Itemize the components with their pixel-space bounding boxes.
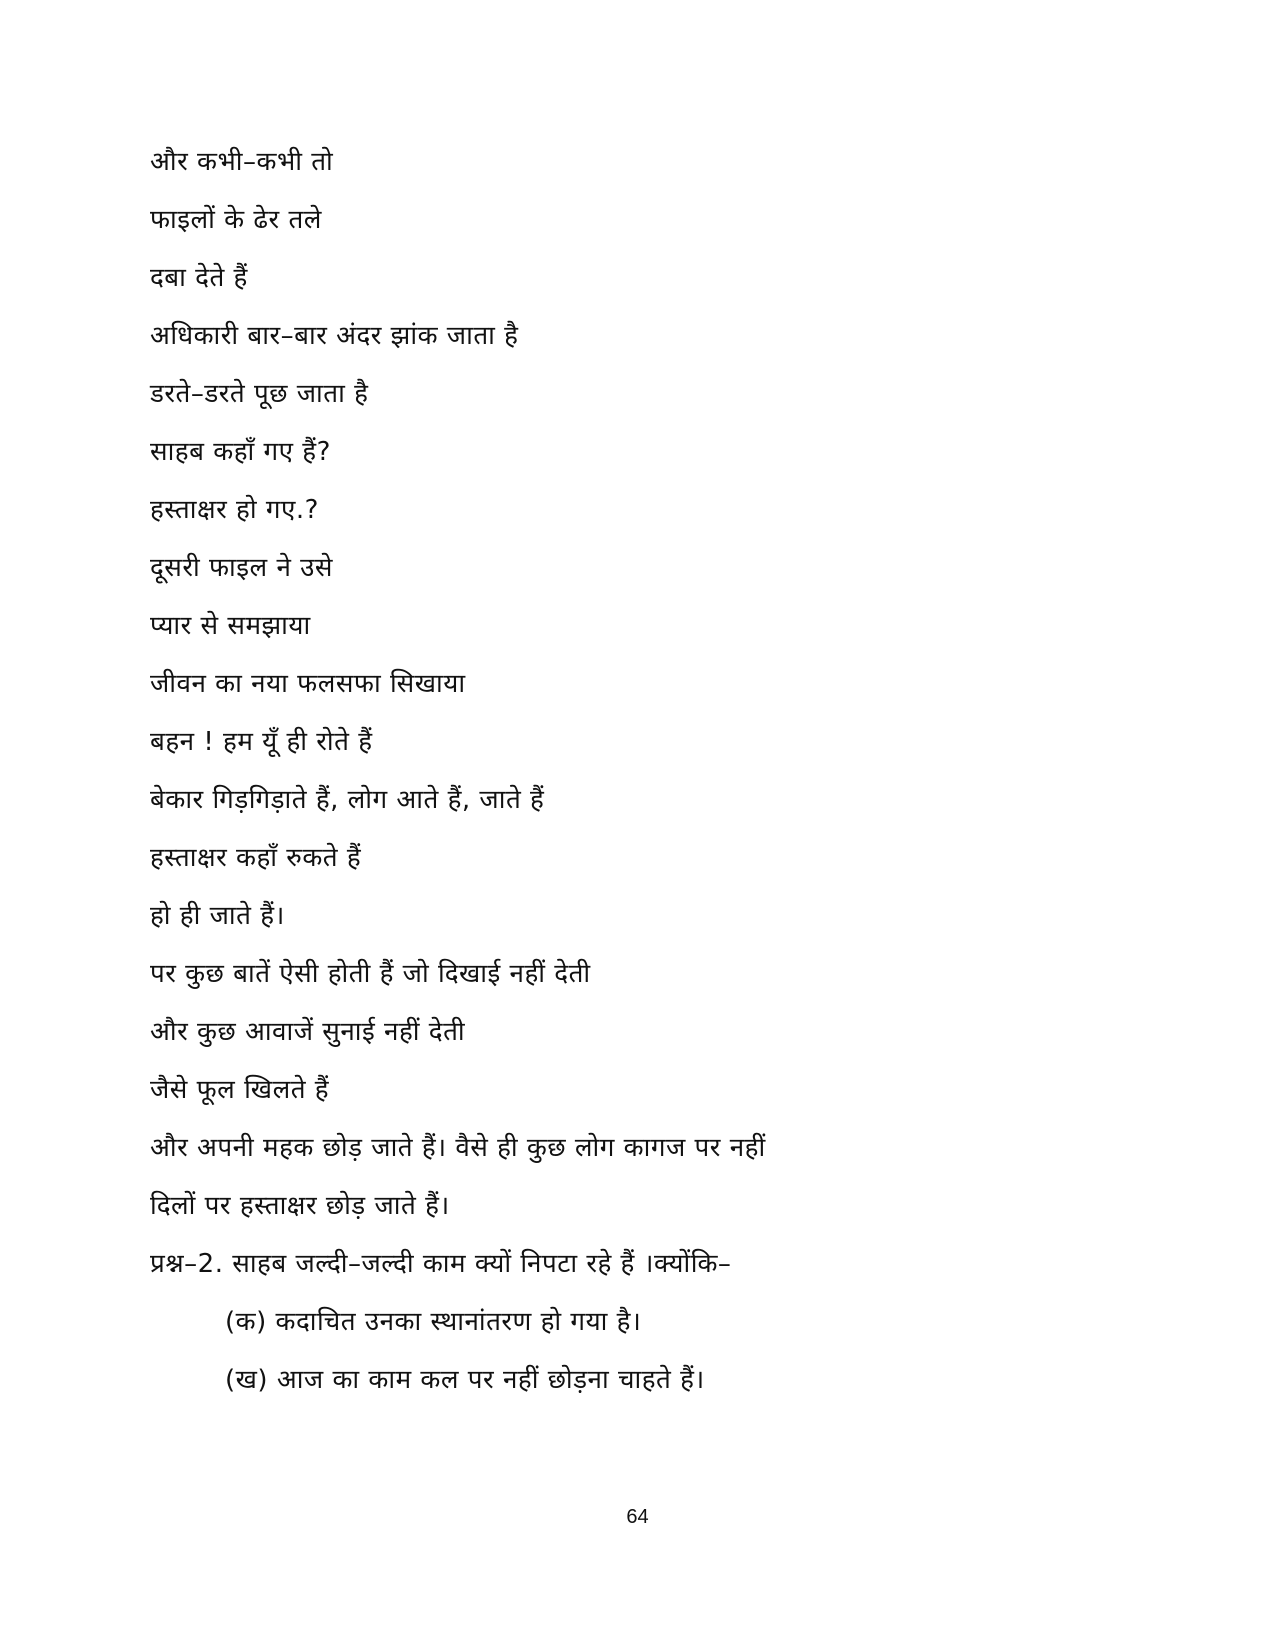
poem-line: फाइलों के ढेर तले <box>150 205 322 235</box>
poem-line: हस्ताक्षर हो गए.? <box>150 495 319 525</box>
poem-line: जैसे फूल खिलते हैं <box>150 1075 330 1105</box>
poem-line: साहब कहाँ गए हैं? <box>150 437 331 467</box>
question-option-a: (क) कदाचित उनका स्थानांतरण हो गया है। <box>225 1307 642 1337</box>
poem-line: हो ही जाते हैं। <box>150 901 285 931</box>
question-text: प्रश्न–2. साहब जल्दी–जल्दी काम क्यों निपटा रहे हैं ।क्योंकि– <box>150 1249 732 1279</box>
poem-line: प्यार से समझाया <box>150 611 311 641</box>
poem-line: बेकार गिड़गिड़ाते हैं, लोग आते हैं, जाते हैं <box>150 785 545 815</box>
poem-line: और कभी–कभी तो <box>150 147 334 177</box>
poem-line: पर कुछ बातें ऐसी होती हैं जो दिखाई नहीं देती <box>150 959 591 989</box>
poem-line: और कुछ आवाजें सुनाई नहीं देती <box>150 1017 466 1047</box>
poem-line: दबा देते हैं <box>150 263 248 293</box>
poem-line: जीवन का नया फलसफा सिखाया <box>150 669 466 699</box>
poem-line: अधिकारी बार–बार अंदर झांक जाता है <box>150 321 519 351</box>
question-option-b: (ख) आज का काम कल पर नहीं छोड़ना चाहते हैं। <box>225 1365 705 1395</box>
poem-line: दूसरी फाइल ने उसे <box>150 553 333 583</box>
poem-line: डरते–डरते पूछ जाता है <box>150 379 369 409</box>
page-number: 64 <box>626 1506 649 1528</box>
poem-line: हस्ताक्षर कहाँ रुकते हैं <box>150 843 362 873</box>
poem-line: बहन ! हम यूँ ही रोते हैं <box>150 727 373 757</box>
poem-line: और अपनी महक छोड़ जाते हैं। वैसे ही कुछ लोग कागज पर नहीं <box>150 1133 766 1163</box>
poem-line: दिलों पर हस्ताक्षर छोड़ जाते हैं। <box>150 1191 450 1221</box>
